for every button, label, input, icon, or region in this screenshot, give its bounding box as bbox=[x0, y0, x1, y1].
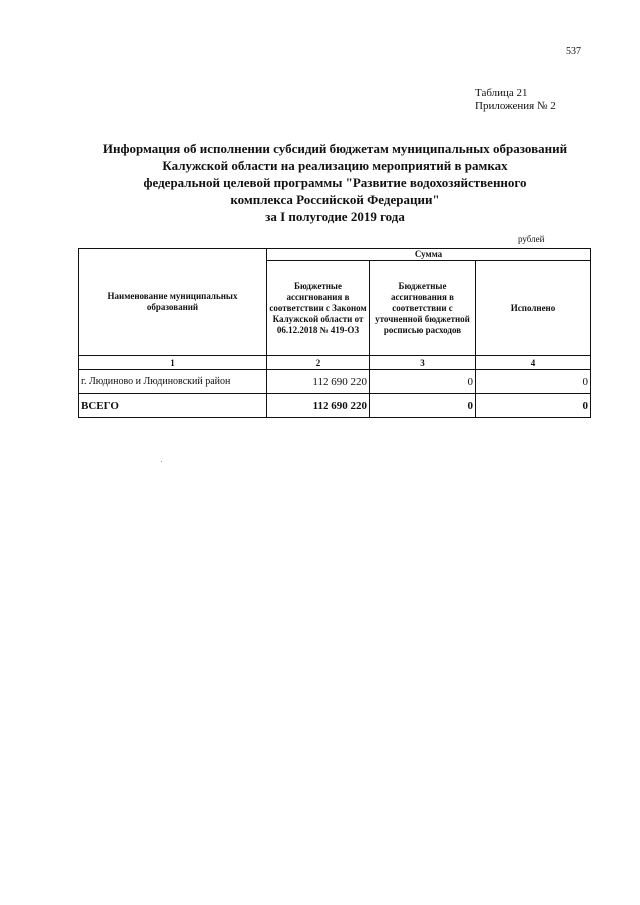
header-municipality: Наименование муниципальных образований bbox=[79, 249, 267, 356]
document-title bbox=[70, 140, 600, 225]
executed-value: 0 bbox=[476, 370, 591, 394]
municipality-name: г. Людиново и Людиновский район bbox=[79, 370, 267, 394]
title-line: федеральной целевой программы "Развитие водохозяйственного bbox=[143, 175, 527, 190]
title-line: Информация об исполнении субсидий бюджетам муниципальных образований bbox=[102, 141, 568, 156]
refined-allocation-value: 0 bbox=[370, 370, 476, 394]
law-allocation-value: 112 690 220 bbox=[267, 370, 370, 394]
table-reference bbox=[475, 87, 556, 113]
header-sum: Сумма bbox=[267, 249, 591, 261]
column-number: 4 bbox=[476, 356, 591, 370]
subsidy-table bbox=[78, 248, 591, 418]
title-line: за I полугодие 2019 года bbox=[265, 209, 405, 224]
total-label: ВСЕГО bbox=[79, 394, 267, 418]
total-executed: 0 bbox=[476, 394, 591, 418]
appendix-label: Приложения № 2 bbox=[475, 100, 556, 112]
total-row bbox=[79, 394, 591, 418]
scan-speck bbox=[161, 461, 162, 462]
page-number: 537 bbox=[566, 46, 581, 57]
column-number: 3 bbox=[370, 356, 476, 370]
column-number: 1 bbox=[79, 356, 267, 370]
table-row bbox=[79, 370, 591, 394]
column-number: 2 bbox=[267, 356, 370, 370]
header-executed: Исполнено bbox=[476, 261, 591, 356]
header-law-allocations: Бюджетные ассигнования в соответствии с Законом Калужской области от 06.12.2018 № 419-ОЗ bbox=[267, 261, 370, 356]
header-refined-allocations: Бюджетные ассигнования в соответствии с уточненной бюджетной росписью расходов bbox=[370, 261, 476, 356]
title-line: комплекса Российской Федерации" bbox=[230, 192, 440, 207]
title-line: Калужской области на реализацию мероприятий в рамках bbox=[162, 158, 508, 173]
units-label: рублей bbox=[518, 234, 545, 244]
table-label: Таблица 21 bbox=[475, 87, 528, 99]
total-refined-allocation: 0 bbox=[370, 394, 476, 418]
total-law-allocation: 112 690 220 bbox=[267, 394, 370, 418]
